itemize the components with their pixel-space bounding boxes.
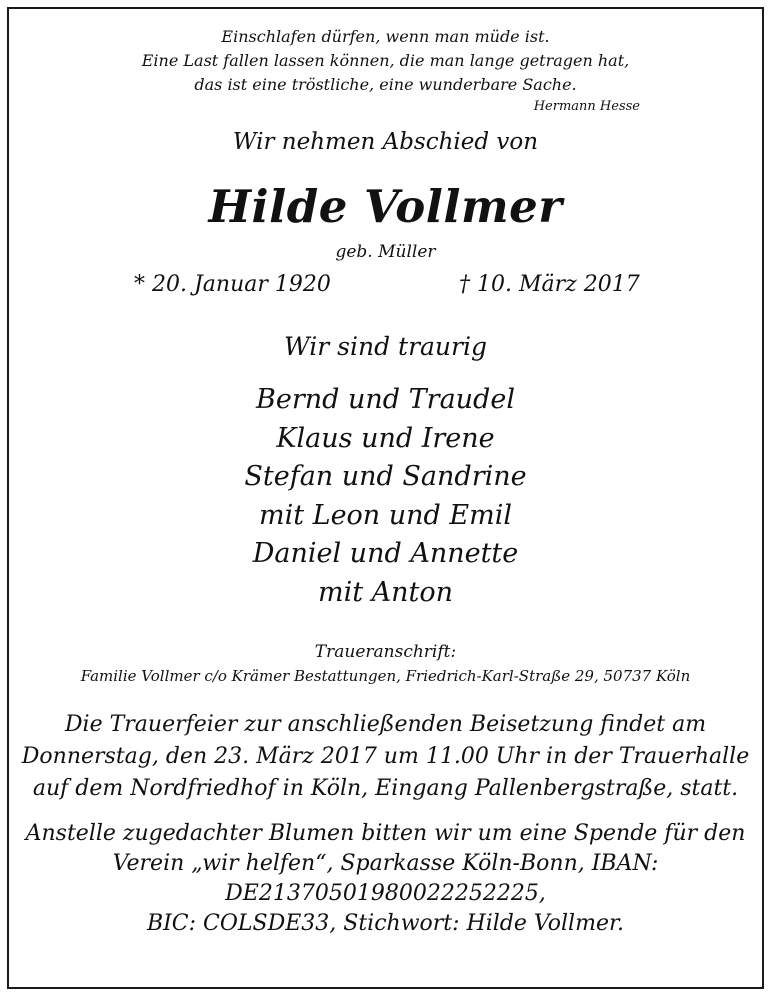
quote-author: Hermann Hesse (533, 99, 640, 114)
quote-line: Einschlafen dürfen, wenn man müde ist. (221, 27, 550, 46)
address-label: Traueranschrift: (314, 642, 457, 662)
mourner-line: Daniel und Annette (252, 538, 519, 569)
mourner-line: Bernd und Traudel (256, 384, 515, 415)
death-date: † 10. März 2017 (459, 272, 640, 297)
donation-line: Verein „wir helfen“, Sparkasse Köln-Bonn, IBAN: (112, 851, 659, 876)
funeral-info (9, 709, 762, 805)
donation-line: DE21370501980022252225, (225, 881, 546, 906)
donation-line: BIC: COLSDE33, Stichwort: Hilde Vollmer. (146, 911, 625, 936)
mourner-line: mit Leon und Emil (258, 499, 513, 531)
mourning-address: Familie Vollmer c/o Krämer Bestattungen, Friedrich-Karl-Straße 29, 50737 Köln (80, 667, 691, 685)
funeral-line: Donnerstag, den 23. März 2017 um 11.00 Uhr in der Trauerhalle (21, 744, 750, 769)
deceased-name: Hilde Vollmer (208, 180, 563, 233)
quote-line: das ist eine tröstliche, eine wunderbare Sache. (194, 75, 577, 94)
mourners-list (9, 381, 762, 612)
mourner-line: mit Anton (317, 576, 454, 608)
mourning-text: Wir sind traurig (284, 332, 487, 361)
quote-line: Eine Last fallen lassen können, die man lange getragen hat, (141, 51, 630, 70)
donation-info (9, 819, 762, 939)
birth-date: * 20. Januar 1920 (134, 272, 331, 297)
donation-line: Anstelle zugedachter Blumen bitten wir um eine Spende für den (25, 821, 746, 846)
farewell-intro: Wir nehmen Abschied von (232, 129, 539, 155)
epigraph-quote (9, 25, 762, 97)
birth-name: geb. Müller (335, 242, 436, 262)
obituary-notice (7, 7, 764, 989)
mourner-line: Stefan und Sandrine (244, 461, 527, 492)
funeral-line: Die Trauerfeier zur anschließenden Beisetzung findet am (64, 712, 707, 737)
mourner-line: Klaus und Irene (276, 422, 495, 454)
funeral-line: auf dem Nordfriedhof in Köln, Eingang Pallenbergstraße, statt. (32, 776, 739, 801)
